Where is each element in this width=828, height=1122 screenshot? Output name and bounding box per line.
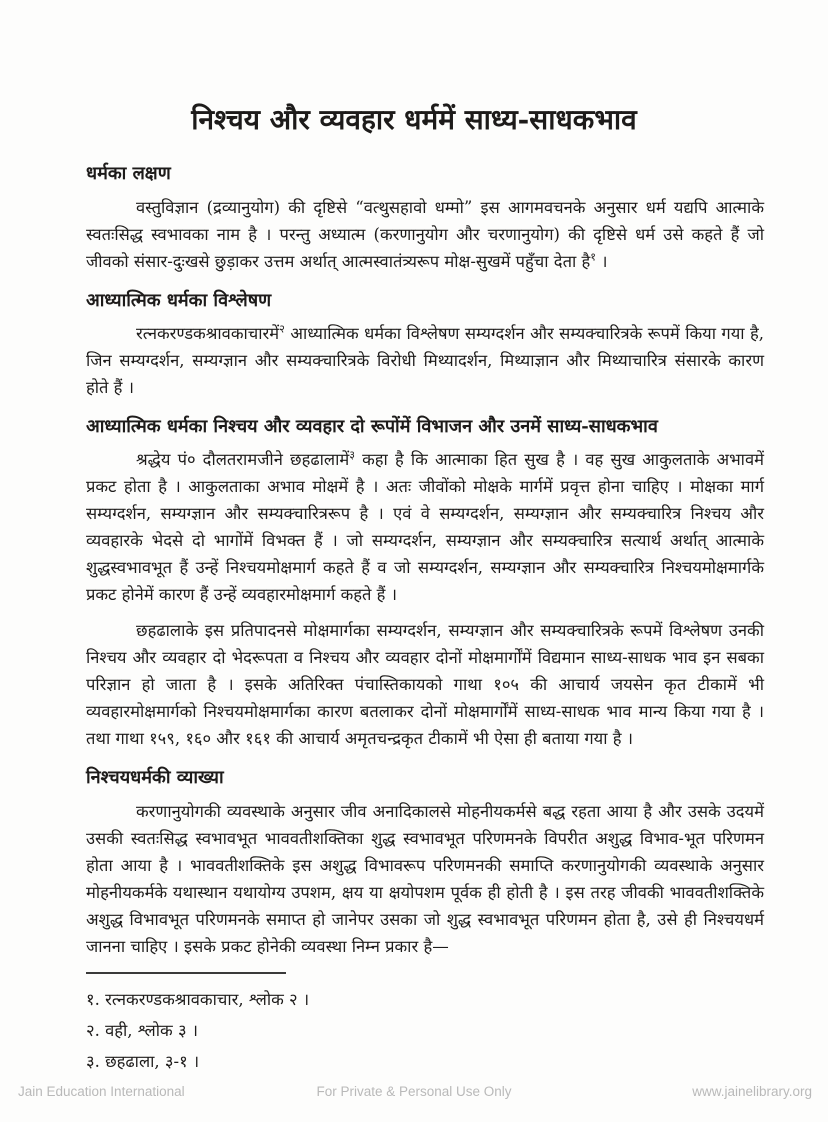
- section-4: [86, 766, 764, 959]
- footnote-separator-rule: [86, 972, 286, 974]
- paragraph: छहढालाके इस प्रतिपादनसे मोक्षमार्गका सम्यग्दर्शन, सम्यग्ज्ञान और सम्यक्चारित्रके रूपमें विश्लेषण उनकी निश्चय और व्यवहार दो भेदरूपता व निश्चय और व्यवहार दोनों मोक्षमार्गोंमें विद्यमान साध्य-साधक भाव इन सबका परिज्ञान हो जाता है । इसके अतिरिक्त पंचास्तिकायको गाथा १०५ की आचार्य जयसेन कृत टीकामें भी व्यवहारमोक्षमार्गको निश्चयमोक्षमार्गका कारण बतलाकर दोनों मोक्षमार्गोंमें साध्य-साधक भाव मान्य किया गया है । तथा गाथा १५९, १६० और १६१ की आचार्य अमृतचन्द्रकृत टीकामें भी ऐसा ही बताया गया है ।: [86, 621, 764, 749]
- footnote: १. रत्नकरण्डकश्रावकाचार, श्लोक २ ।: [86, 989, 310, 1009]
- scan-footer: [0, 1084, 828, 1100]
- footnote: २. वही, श्लोक ३ ।: [86, 1020, 199, 1040]
- footnotes-block: [86, 984, 764, 1077]
- section-heading: निश्चयधर्मकी व्याख्या: [86, 767, 224, 789]
- section-2: [86, 289, 764, 401]
- footnote: ३. छहढाला, ३-१ ।: [86, 1051, 200, 1071]
- footer-website-text: www.jainelibrary.org: [692, 1084, 812, 1099]
- footnote-marker: ३: [349, 448, 355, 462]
- document-body: [86, 162, 764, 959]
- paragraph: करणानुयोगकी व्यवस्थाके अनुसार जीव अनादिकालसे मोहनीयकर्मसे बद्ध रहता आया है और उसके उदयमें उसकी स्वतःसिद्ध स्वभावभूत भाववतीशक्तिका शुद्ध स्वभावभूत परिणमनके विपरीत अशुद्ध विभाव-भूत परिणमन होता आया है । भाववतीशक्तिके इस अशुद्ध विभावरूप परिणमनकी समाप्ति करणानुयोगकी व्यवस्थाके अनुसार मोहनीयकर्मके यथास्थान यथायोग्य उपशम, क्षय या क्षयोपशम पूर्वक ही होती है । इस तरह जीवकी भाववतीशक्तिके अशुद्ध विभावभूत परिणमनके समाप्त हो जानेपर उसका जो शुद्ध स्वभावभूत परिणमन होता है, उसे ही निश्चयधर्म जानना चाहिए । इसके प्रकट होनेकी व्यवस्था निम्न प्रकार है—: [86, 801, 764, 956]
- paragraph: श्रद्धेय पं० दौलतरामजीने छहढालामें$^३$ कहा है कि आत्माका हित सुख है । वह सुख आकुलताके अभावमें प्रकट होता है । आकुलताका अभाव मोक्षमें है । अतः जीवोंको मोक्षके मार्गमें प्रवृत्त होना चाहिए । मोक्षका मार्ग सम्यग्दर्शन, सम्यग्ज्ञान और सम्यक्चारित्ररूप है । एवं वे सम्यग्दर्शन, सम्यग्ज्ञान और सम्यक्चारित्र निश्चय और व्यवहारके भेदसे दो भागोंमें विभक्त हैं । जो सम्यग्दर्शन, सम्यग्ज्ञान और सम्यक्चारित्र सत्यार्थ अर्थात् आत्माके शुद्धस्वभावभूत हैं उन्हें निश्चयमोक्षमार्ग कहते हैं व जो सम्यग्दर्शन, सम्यग्ज्ञान और सम्यक्चारित्र निश्चयमोक्षमार्गके प्रकट होनेमें कारण हैं उन्हें व्यवहारमोक्षमार्ग कहते हैं ।: [86, 448, 764, 605]
- section-heading: आध्यात्मिक धर्मका विश्लेषण: [86, 289, 272, 311]
- section-heading: आध्यात्मिक धर्मका निश्चय और व्यवहार दो रूपोंमें विभाजन और उनमें साध्य-साधकभाव: [86, 415, 658, 437]
- section-heading: धर्मका लक्षण: [86, 163, 171, 185]
- paragraph: वस्तुविज्ञान (द्रव्यानुयोग) की दृष्टिसे “वत्थुसहावो धम्मो” इस आगमवचनके अनुसार धर्म यद्यपि आत्माके स्वतःसिद्ध स्वभावका नाम है । परन्तु अध्यात्म (करणानुयोग और चरणानुयोग) की दृष्टिसे धर्म उसे कहते हैं जो जीवको संसार-दुःखसे छुड़ाकर उत्तम अर्थात् आत्मस्वातंत्र्यरूप मोक्ष-सुखमें पहुँचा देता है$^१$ ।: [86, 197, 764, 271]
- paragraph: रत्नकरण्डकश्रावकाचारमें$^२$ आध्यात्मिक धर्मका विश्लेषण सम्यग्दर्शन और सम्यक्चारित्रके रूपमें किया गया है, जिन सम्यग्दर्शन, सम्यग्ज्ञान और सम्यक्चारित्रके विरोधी मिथ्यादर्शन, मिथ्याज्ञान और मिथ्याचारित्र संसारके कारण होते हैं ।: [86, 322, 764, 397]
- footnote-marker: २: [279, 322, 285, 336]
- footer-publisher-text: Jain Education International: [18, 1084, 185, 1099]
- footer-usage-text: For Private & Personal Use Only: [316, 1084, 512, 1099]
- section-1: [86, 162, 764, 274]
- footnote-marker: १: [590, 250, 596, 264]
- section-3: [86, 415, 764, 752]
- page-title: निश्चय और व्यवहार धर्ममें साध्य-साधकभाव: [191, 103, 637, 136]
